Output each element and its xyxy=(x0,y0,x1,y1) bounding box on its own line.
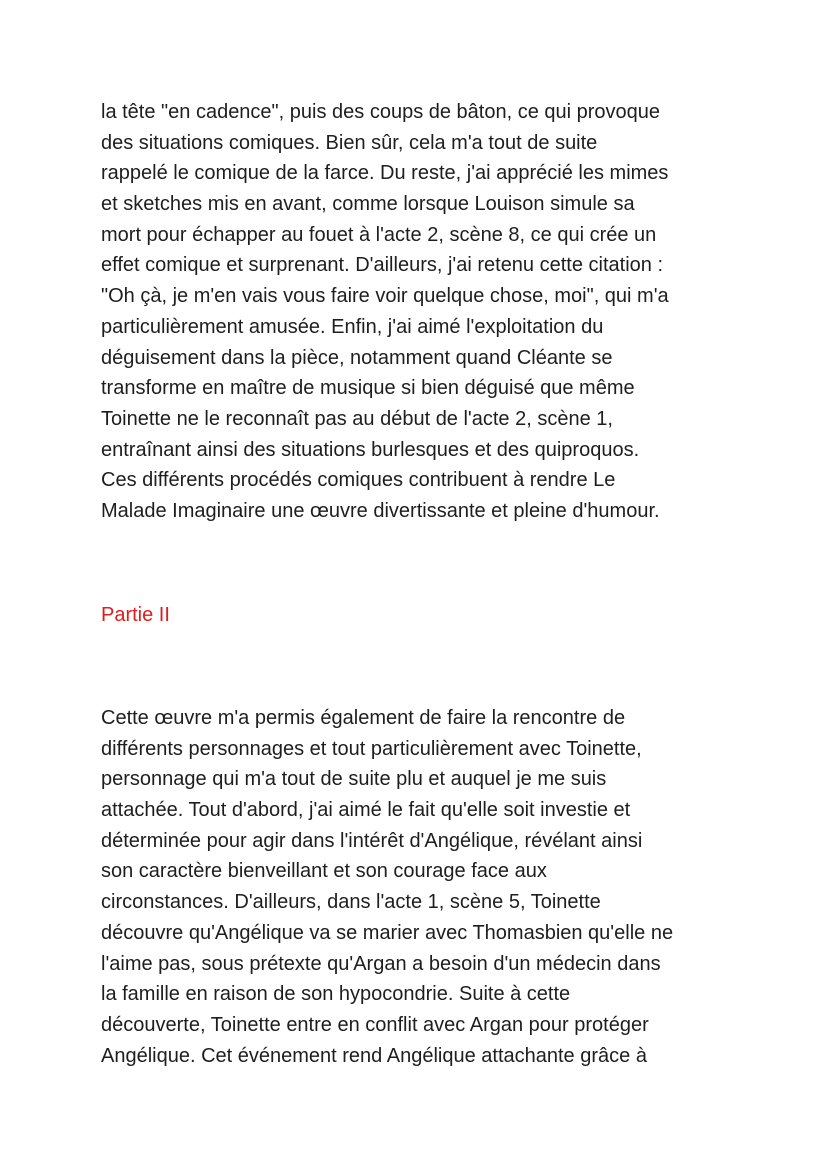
paragraph-line: la famille en raison de son hypocondrie. Suite à cette xyxy=(101,983,571,1006)
paragraph-line: découvre qu'Angélique va se marier avec Thomasbien qu'elle ne xyxy=(101,921,674,944)
paragraph-line: des situations comiques. Bien sûr, cela m'a tout de suite xyxy=(101,131,598,154)
paragraph-line: Ces différents procédés comiques contribuent à rendre Le xyxy=(101,469,616,492)
paragraph-line: Angélique. Cet événement rend Angélique attachante grâce à xyxy=(101,1044,647,1067)
paragraph-line: découverte, Toinette entre en conflit avec Argan pour protéger xyxy=(101,1013,649,1036)
paragraph-line: "Oh çà, je m'en vais vous faire voir quelque chose, moi", qui m'a xyxy=(101,285,669,308)
paragraph-line: déterminée pour agir dans l'intérêt d'Angélique, révélant ainsi xyxy=(101,829,643,852)
paragraph-line: effet comique et surprenant. D'ailleurs, j'ai retenu cette citation : xyxy=(101,254,664,277)
paragraph-line: entraînant ainsi des situations burlesques et des quiproquos. xyxy=(101,438,640,461)
paragraph-toinette xyxy=(101,703,781,1071)
paragraph-line: Cette œuvre m'a permis également de faire la rencontre de xyxy=(101,707,626,729)
paragraph-line: déguisement dans la pièce, notamment quand Cléante se xyxy=(101,346,613,369)
paragraph-line: Malade Imaginaire une œuvre divertissante et pleine d'humour. xyxy=(101,499,660,522)
paragraph-line: circonstances. D'ailleurs, dans l'acte 1, scène 5, Toinette xyxy=(101,891,601,914)
paragraph-line: mort pour échapper au fouet à l'acte 2, scène 8, ce qui crée un xyxy=(101,223,657,246)
paragraph-line: la tête "en cadence", puis des coups de bâton, ce qui provoque xyxy=(101,101,661,123)
section-heading: Partie II xyxy=(101,604,170,626)
paragraph-line: particulièrement amusée. Enfin, j'ai aimé l'exploitation du xyxy=(101,315,604,338)
paragraph-line: personnage qui m'a tout de suite plu et auquel je me suis xyxy=(101,768,607,791)
paragraph-comic-devices xyxy=(101,97,781,527)
paragraph-line: attachée. Tout d'abord, j'ai aimé le fait qu'elle soit investie et xyxy=(101,799,631,822)
paragraph-line: différents personnages et tout particulièrement avec Toinette, xyxy=(101,737,642,760)
paragraph-line: son caractère bienveillant et son courage face aux xyxy=(101,860,547,883)
paragraph-line: rappelé le comique de la farce. Du reste, j'ai apprécié les mimes xyxy=(101,162,669,185)
paragraph-line: et sketches mis en avant, comme lorsque Louison simule sa xyxy=(101,193,635,216)
paragraph-line: Toinette ne le reconnaît pas au début de l'acte 2, scène 1, xyxy=(101,407,613,430)
paragraph-line: l'aime pas, sous prétexte qu'Argan a besoin d'un médecin dans xyxy=(101,952,661,975)
paragraph-line: transforme en maître de musique si bien déguisé que même xyxy=(101,377,635,400)
